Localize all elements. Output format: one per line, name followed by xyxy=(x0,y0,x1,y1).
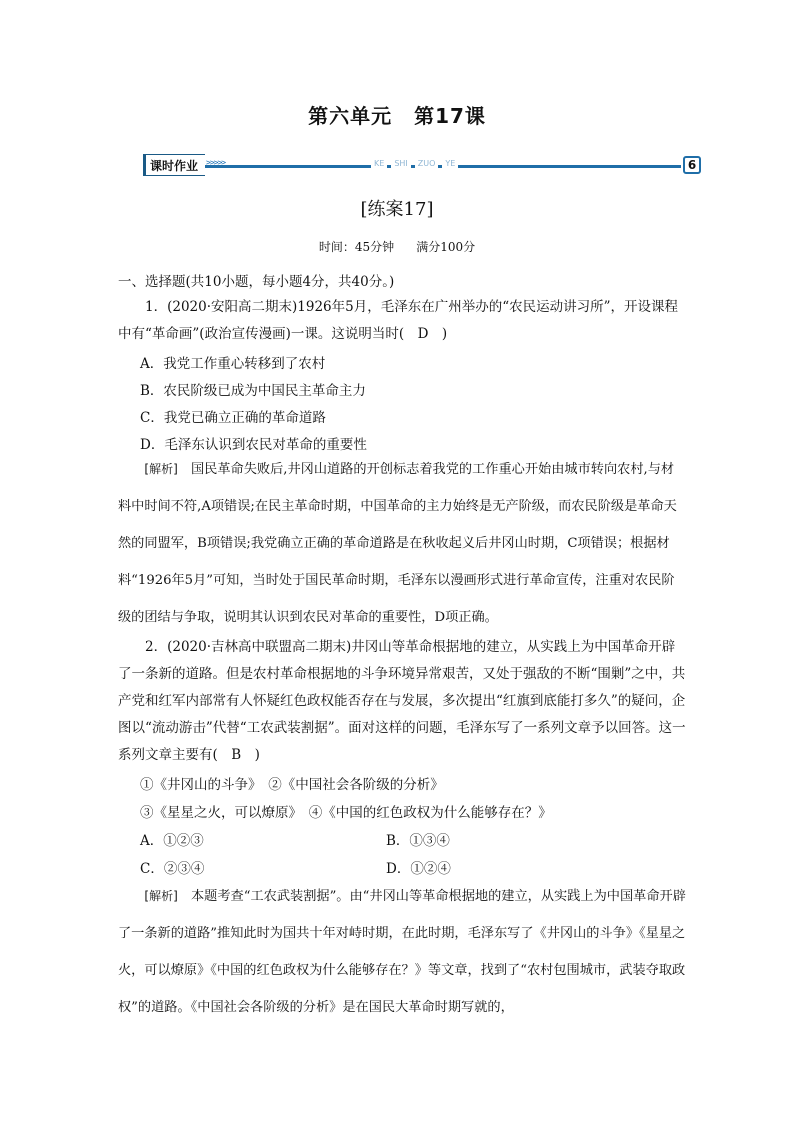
q2-option-b: B．①③④ xyxy=(386,833,450,849)
q1-option-c: C．我党已确立正确的革命道路 xyxy=(140,410,326,426)
question-1-stem: 1．(2020·安阳高二期末)1926年5月，毛泽东在广州举办的“农民运动讲习所”，开设课程中有“革命画”(政治宣传漫画)一课。这说明当时( D ) xyxy=(118,299,679,342)
q1-analysis xyxy=(118,451,686,636)
q2-analysis xyxy=(118,878,686,1026)
banner-arrows: >>>>> xyxy=(206,158,226,167)
q1-analysis-text: 国民革命失败后,井冈山道路的开创标志着我党的工作重心开始由城市转向农村,与材料中时间不符,A项错误;在民主革命时期，中国革命的主力始终是无产阶级，而农民阶级是革命天然的同盟军，B项错误;我党确立正确的革命道路是在秋收起义后井冈山时期，C项错误；根据材料“1926年5月”可知，当时处于国民革命时期，毛泽东以漫画形式进行革命宣传，注重对农民阶级的团结与争取，说明其认识到农民对革命的重要性，D项正确。 xyxy=(118,462,677,625)
lesson-title: 第17课 xyxy=(414,104,486,128)
banner-keyword: SHI xyxy=(391,159,410,168)
homework-banner xyxy=(143,152,701,180)
q1-option-b: B．农民阶级已成为中国民主革命主力 xyxy=(140,383,366,399)
banner-keywords xyxy=(371,159,458,168)
q2-option-c: C．②③④ xyxy=(140,861,205,877)
banner-label: 课时作业 xyxy=(143,154,205,176)
full-score: 满分100分 xyxy=(416,240,476,254)
exercise-title: [练案17] xyxy=(360,199,434,220)
unit-title: 第六单元 xyxy=(308,104,393,128)
q2-analysis-text: 本题考查“工农武装割据”。由“井冈山等革命根据地的建立，从实践上为中国革命开辟了一条新的道路”推知此时为国共十年对峙时期，在此时期，毛泽东写了《井冈山的斗争》《星星之火，可以燎原》《中国的红色政权为什么能够存在？》等文章，找到了“农村包围城市，武装夺取政权”的道路。《中国社会各阶级的分析》是在国民大革命时期写就的， xyxy=(118,889,686,1015)
banner-number: 6 xyxy=(683,156,701,174)
q2-option-d: D．①②④ xyxy=(386,861,451,877)
q2-item-line-1: ①《井冈山的斗争》 ②《中国社会各阶级的分析》 xyxy=(140,777,444,793)
banner-keyword: YE xyxy=(442,159,458,168)
exam-meta xyxy=(0,238,794,255)
banner-keyword: KE xyxy=(371,159,387,168)
time-limit: 时间：45分钟 xyxy=(318,240,395,254)
q1-option-d: D．毛泽东认识到农民对革命的重要性 xyxy=(140,437,367,453)
analysis-tag: [解析] xyxy=(144,889,178,903)
q1-option-a: A．我党工作重心转移到了农村 xyxy=(140,356,326,372)
question-2-stem: 2．(2020·吉林高中联盟高二期末)井冈山等革命根据地的建立，从实践上为中国革命开辟了一条新的道路。但是农村革命根据地的斗争环境异常艰苦，又处于强敌的不断“围剿”之中，共产党和红军内部常有人怀疑红色政权能否存在与发展，多次提出“红旗到底能打多久”的疑问，企图以“流动游击”代替“工农武装割据”。面对这样的问题，毛泽东写了一系列文章予以回答。这一系列文章主要有( B ) xyxy=(118,639,686,763)
page-title xyxy=(0,100,794,129)
q2-item-line-2: ③《星星之火，可以燎原》 ④《中国的红色政权为什么能够存在？》 xyxy=(140,805,552,821)
q2-option-a: A．①②③ xyxy=(140,833,204,849)
banner-keyword: ZUO xyxy=(415,159,439,168)
section-heading: 一、选择题(共10小题，每小题4分，共40分。) xyxy=(118,274,395,290)
analysis-tag: [解析] xyxy=(144,462,178,476)
